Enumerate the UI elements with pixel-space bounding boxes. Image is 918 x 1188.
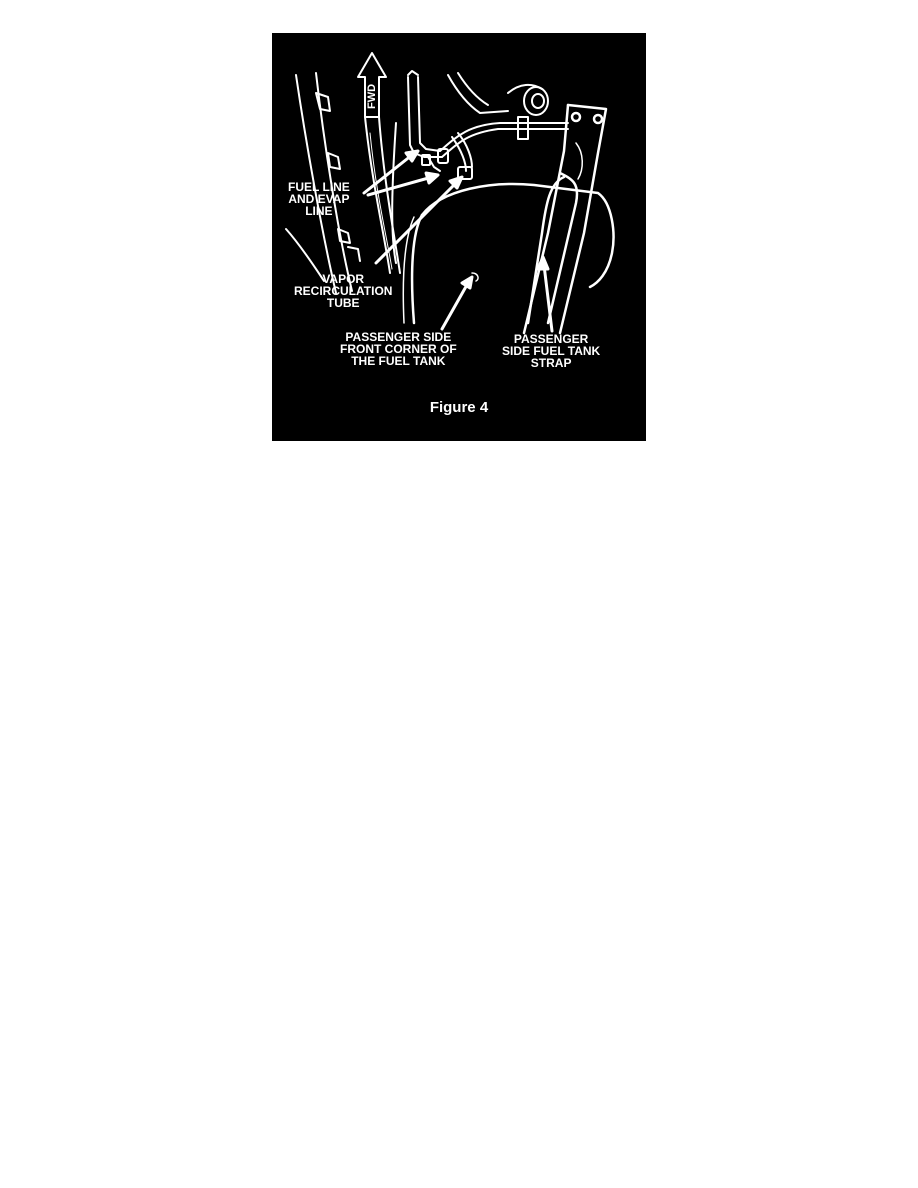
- label-tank-corner: PASSENGER SIDE FRONT CORNER OF THE FUEL TANK: [340, 330, 457, 368]
- label-fuel-line: FUEL LINE AND EVAP LINE: [288, 180, 350, 218]
- tank-strap: [524, 105, 606, 333]
- figure-panel: [272, 33, 646, 441]
- label-vapor-tube: VAPOR RECIRCULATION TUBE: [294, 272, 393, 310]
- fuel-tank-illustration: [272, 33, 646, 441]
- mount-bushing: [508, 85, 548, 139]
- label-tank-strap: PASSENGER SIDE FUEL TANK STRAP: [502, 332, 601, 370]
- figure-caption: Figure 4: [429, 399, 489, 416]
- fwd-label: FWD: [366, 83, 378, 109]
